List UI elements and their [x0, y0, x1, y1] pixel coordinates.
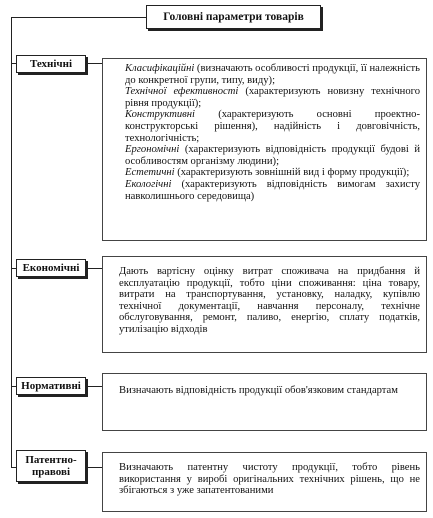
term-text: (характеризують новизну технічного рівня продукції); [125, 86, 420, 109]
category-patent [16, 450, 86, 482]
technical-item-aesthetic [125, 167, 420, 179]
term: Технічної ефективності [125, 86, 239, 98]
description-patent: Визначають патентну чистоту продукції, тобто рівень використання у виробі оригінальних технічних рішень, що не збігаються з уже запатентованими [102, 452, 427, 512]
term: Класифікаційні [125, 63, 195, 74]
link-patent [86, 467, 102, 468]
term: Ергономічні [125, 144, 180, 156]
technical-item-classification [125, 63, 420, 86]
category-technical-label: Технічні [29, 58, 73, 70]
description-technical [102, 58, 427, 241]
description-normative: Визначають відповідність продукції обов'язковим стандартам [102, 373, 427, 431]
diagram-title: Головні параметри товарів [146, 5, 321, 29]
link-technical [86, 63, 102, 64]
term-text: (характеризують зовнішній вид і форму продукції); [174, 167, 410, 179]
category-normative-label: Нормативні [21, 380, 81, 392]
category-technical [16, 55, 86, 73]
category-patent-label: Патентно-правові [25, 454, 77, 478]
term-text: (характеризують відповідність продукції будові й особливостям організму людини); [125, 144, 420, 167]
title-connector [11, 17, 146, 18]
description-economic: Дають вартісну оцінку витрат споживача на придбання й експлуатацію продукції, тобто ціни споживання: ціна товару, витрати на транспортування, установку, наладку, купівлю технічної документації, навчання персоналу, технічне обслуговування, ремонт, паливо, енергію, сплату податків, утилізацію відходів [102, 256, 427, 353]
technical-item-ergonomic [125, 144, 420, 167]
term: Екологічні [125, 178, 172, 190]
technical-item-ecological [125, 179, 420, 202]
term-text: (визначають особливості продукції, її належність до конкретної групи, типу, виду); [125, 63, 420, 86]
term-text: (характеризують відповідність вимогам захисту навколишнього середовища) [125, 178, 420, 202]
term-text: (характеризують основні проектно-конструкторські рішення), надійність і довговічність, технологічність; [125, 109, 420, 144]
trunk-line [11, 17, 12, 467]
category-normative [16, 377, 86, 395]
category-economic-label: Економічні [22, 262, 80, 274]
technical-item-efficiency [125, 86, 420, 109]
link-normative [86, 386, 102, 387]
term: Конструктивні [125, 109, 195, 121]
link-economic [86, 268, 102, 269]
category-economic [16, 259, 86, 277]
term: Естетичні [125, 167, 175, 179]
technical-item-constructive [125, 109, 420, 144]
